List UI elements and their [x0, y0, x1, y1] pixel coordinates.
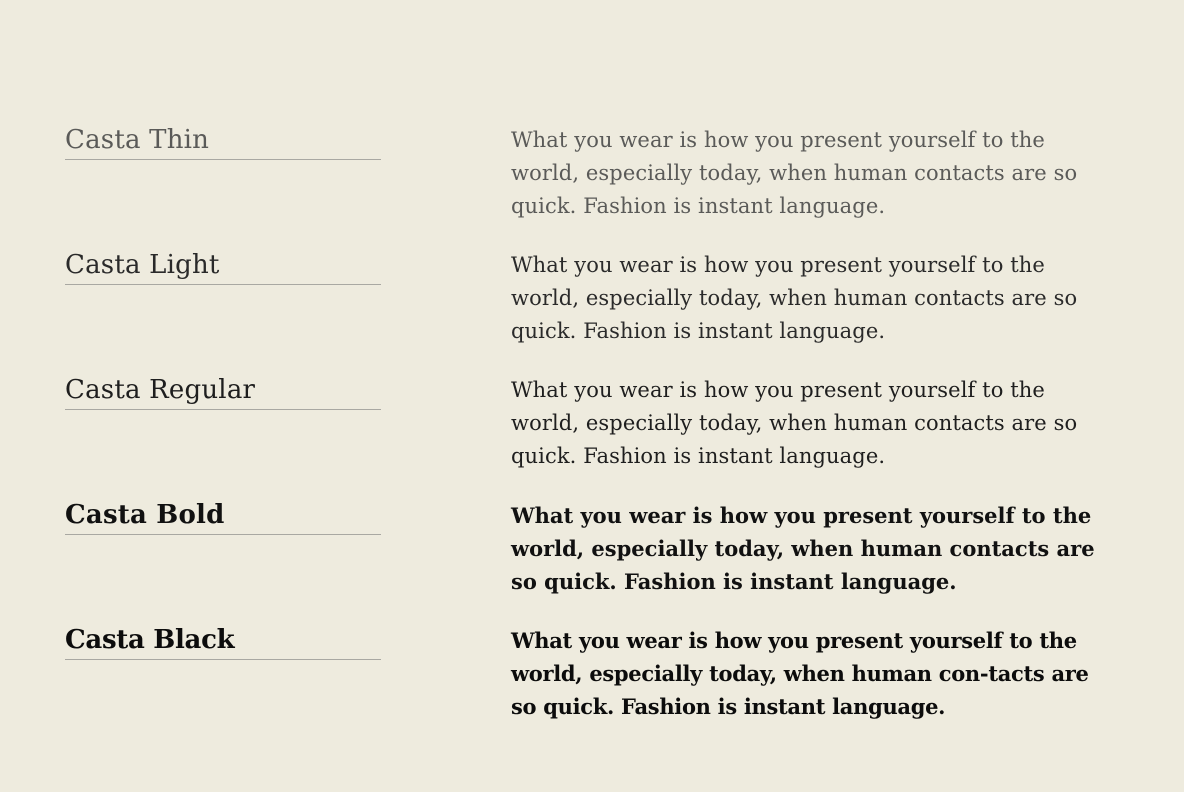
sample-paragraph: What you wear is how you present yourself to the world, especially today, when human contacts are so quick. Fashion is instant language.	[511, 378, 1078, 468]
divider	[65, 659, 381, 660]
sample-paragraph: What you wear is how you present yourself to the world, especially today, when human contacts are so quick. Fashion is instant language.	[511, 253, 1078, 343]
divider	[65, 159, 381, 160]
divider	[65, 284, 381, 285]
weight-label: Casta Light	[65, 250, 220, 280]
divider	[65, 409, 381, 410]
weight-label: Casta Black	[65, 625, 235, 655]
sample-paragraph: What you wear is how you present yourself to the world, especially today, when human con-tacts are so quick. Fashion is instant language.	[511, 628, 1089, 719]
sample-paragraph: What you wear is how you present yourself to the world, especially today, when human contacts are so quick. Fashion is instant language.	[511, 503, 1095, 594]
weight-label: Casta Thin	[65, 125, 210, 155]
sample-paragraph: What you wear is how you present yourself to the world, especially today, when human contacts are so quick. Fashion is instant language.	[511, 128, 1078, 218]
divider	[65, 534, 381, 535]
weight-label: Casta Regular	[65, 375, 256, 405]
weight-label: Casta Bold	[65, 500, 225, 530]
